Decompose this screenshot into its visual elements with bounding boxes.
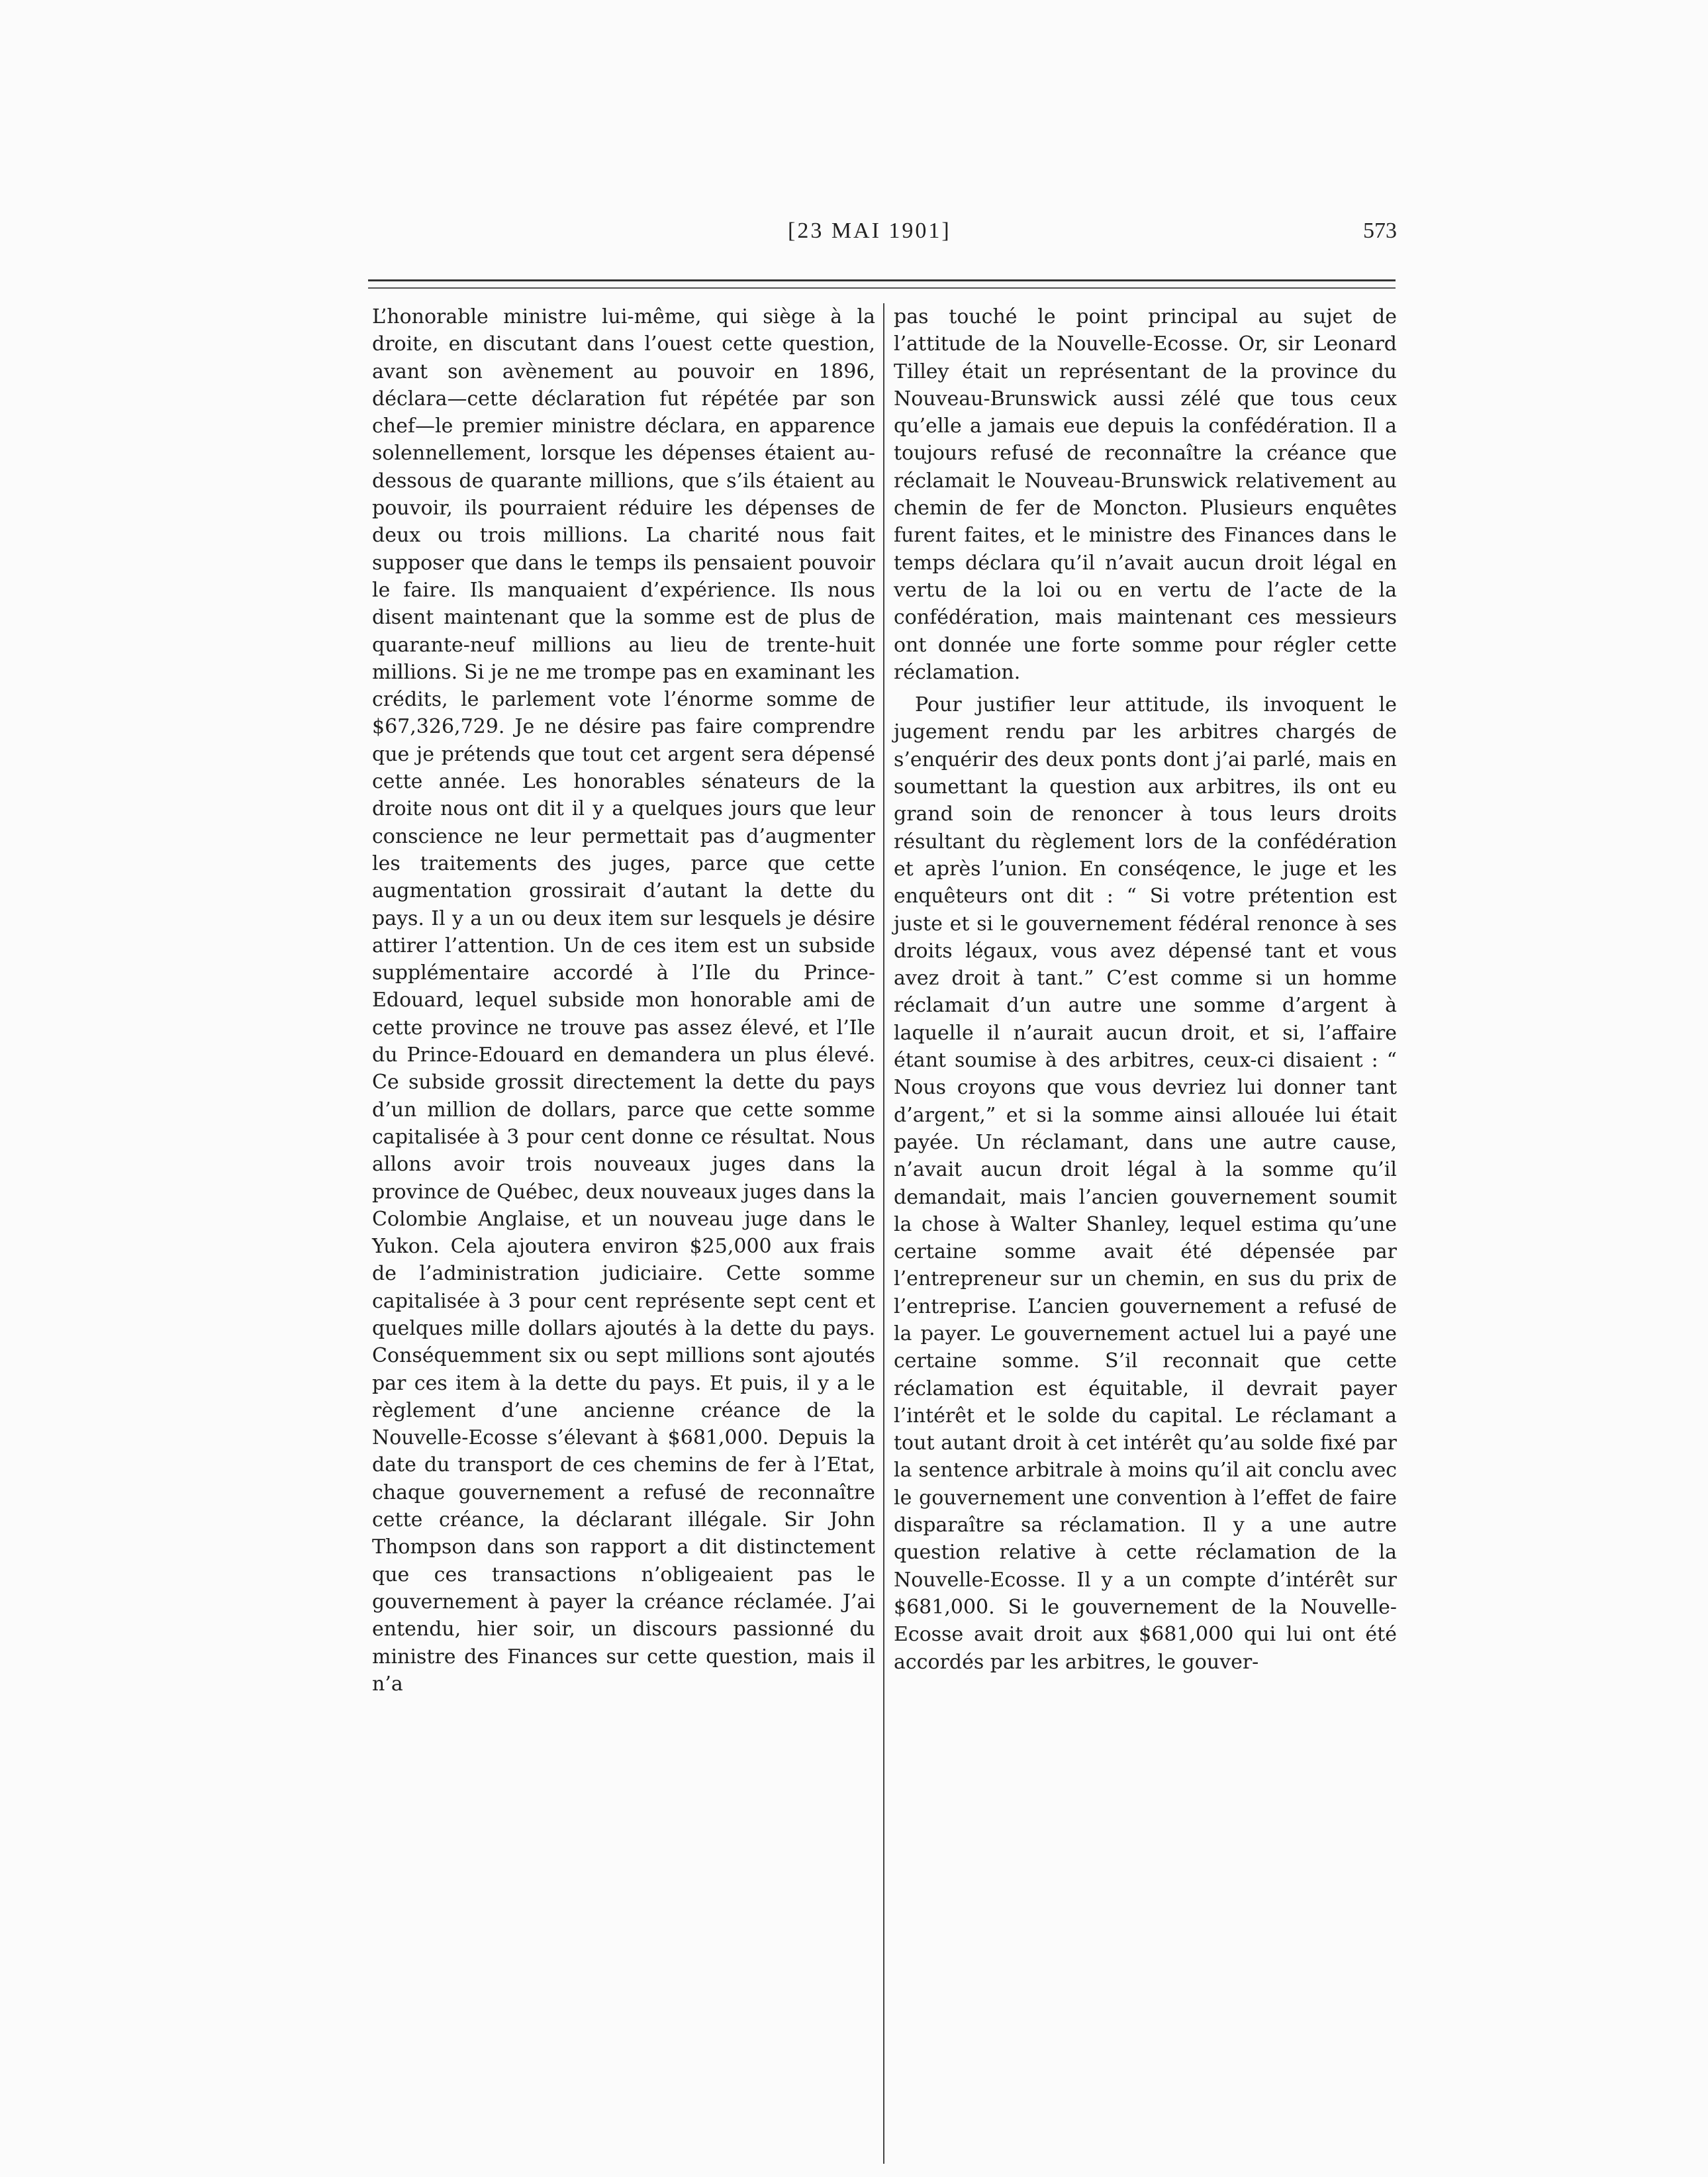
page-header bbox=[371, 218, 1397, 258]
header-rule-secondary bbox=[368, 287, 1396, 289]
left-column bbox=[372, 303, 875, 1698]
left-paragraph-1: L’honorable ministre lui-même, qui siège à la droite, en discutant dans l’ouest cette question, avant son avènement au pouvoir en 1896, déclara—cette déclaration fut répétée par son chef—le premier ministre déclara, en apparence solennellement, lorsque les dépenses étaient au-dessous de quarante millions, que s’ils étaient au pouvoir, ils pourraient réduire les dépenses de deux ou trois millions. La charité nous fait supposer que dans le temps ils pensaient pouvoir le faire. Ils manquaient d’expérience. Ils nous disent maintenant que la somme est de plus de quarante-neuf millions au lieu de trente-huit millions. Si je ne me trompe pas en examinant les crédits, le parlement vote l’énorme somme de $67,326,729. Je ne désire pas faire comprendre que je prétends que tout cet argent sera dépensé cette année. Les honorables sénateurs de la droite nous ont dit il y a quelques jours que leur conscience ne leur permettait pas d’augmenter les traitements des juges, parce que cette augmentation grossirait d’autant la dette du pays. Il y a un ou deux item sur lesquels je désire attirer l’attention. Un de ces item est un subside supplémentaire accordé à l’Ile du Prince-Edouard, lequel subside mon honorable ami de cette province ne trouve pas assez élevé, et l’Ile du Prince-Edouard en demandera un plus élevé. Ce subside grossit directement la dette du pays d’un million de dollars, parce que cette somme capitalisée à 3 pour cent donne ce résultat. Nous allons avoir trois nouveaux juges dans la province de Québec, deux nouveaux juges dans la Colombie Anglaise, et un nouveau juge dans le Yukon. Cela ajoutera environ $25,000 aux frais de l’administration judiciaire. Cette somme capitalisée à 3 pour cent représente sept cent et quelques mille dollars ajoutés à la dette du pays. Conséquemment six ou sept millions sont ajoutés par ces item à la dette du pays. Et puis, il y a le règlement d’une ancienne créance de la Nouvelle-Ecosse s’élevant à $681,000. Depuis la date du transport de ces chemins de fer à l’Etat, chaque gouvernement a refusé de reconnaître cette créance, la déclarant illégale. Sir John Thompson dans son rapport a dit distinctement que ces transactions n’obligeaient pas le gouvernement à payer la créance réclamée. J’ai entendu, hier soir, un discours passionné du ministre des Finances sur cette question, mais il n’a bbox=[372, 305, 875, 1696]
right-paragraph-2: Pour justifier leur attitude, ils invoquent le jugement rendu par les arbitres chargés de s’enquérir des deux ponts dont j’ai parlé, mais en soumettant la question aux arbitres, ils ont eu grand soin de renoncer à tous leurs droits résultant du règlement lors de la confédération et après l’union. En conséqence, le juge et les enquêteurs ont dit : “ Si votre prétention est juste et si le gouvernement fédéral renonce à ses droits légaux, vous avez dépensé tant et vous avez droit à tant.” C’est comme si un homme réclamait d’un autre une somme d’argent à laquelle il n’aurait aucun droit, et si, l’affaire étant soumise à des arbitres, ceux-ci disaient : “ Nous croyons que vous devriez lui donner tant d’argent,” et si la somme ainsi allouée lui était payée. Un réclamant, dans une autre cause, n’avait aucun droit légal à la somme qu’il demandait, mais l’ancien gouvernement soumit la chose à Walter Shanley, lequel estima qu’une certaine somme avait été dépensée par l’entrepreneur sur un chemin, en sus du prix de l’entreprise. L’ancien gouvernement a refusé de la payer. Le gouvernement actuel lui a payé une certaine somme. S’il reconnait que cette réclamation est équitable, il devrait payer l’intérêt et le solde du capital. Le réclamant a tout autant droit à cet intérêt qu’au solde fixé par la sentence arbitrale à moins qu’il ait conclu avec le gouvernement une convention à l’effet de faire disparaître sa réclamation. Il y a une autre question relative à cette réclamation de la Nouvelle-Ecosse. Il y a un compte d’intérêt sur $681,000. Si le gouvernement de la Nouvelle-Ecosse avait droit aux $681,000 qui lui ont été accordés par les arbitres, le gouver- bbox=[894, 693, 1397, 1674]
page-number: 573 bbox=[1363, 218, 1397, 243]
header-rule bbox=[368, 279, 1396, 281]
right-column bbox=[894, 303, 1397, 1676]
column-divider bbox=[883, 303, 884, 2164]
header-date: [23 MAI 1901] bbox=[788, 218, 951, 243]
right-paragraph-1: pas touché le point principal au sujet de l’attitude de la Nouvelle-Ecosse. Or, sir Leonard Tilley était un représentant de la province du Nouveau-Brunswick aussi zélé que tous ceux qu’elle a jamais eue depuis la confédération. Il a toujours refusé de reconnaître la créance que réclamait le Nouveau-Brunswick relativement au chemin de fer de Moncton. Plusieurs enquêtes furent faites, et le ministre des Finances dans le temps déclara qu’il n’avait aucun droit légal en vertu de la loi ou en vertu de l’acte de la confédération, mais maintenant ces messieurs ont donnée une forte somme pour régler cette réclamation. bbox=[894, 305, 1397, 684]
